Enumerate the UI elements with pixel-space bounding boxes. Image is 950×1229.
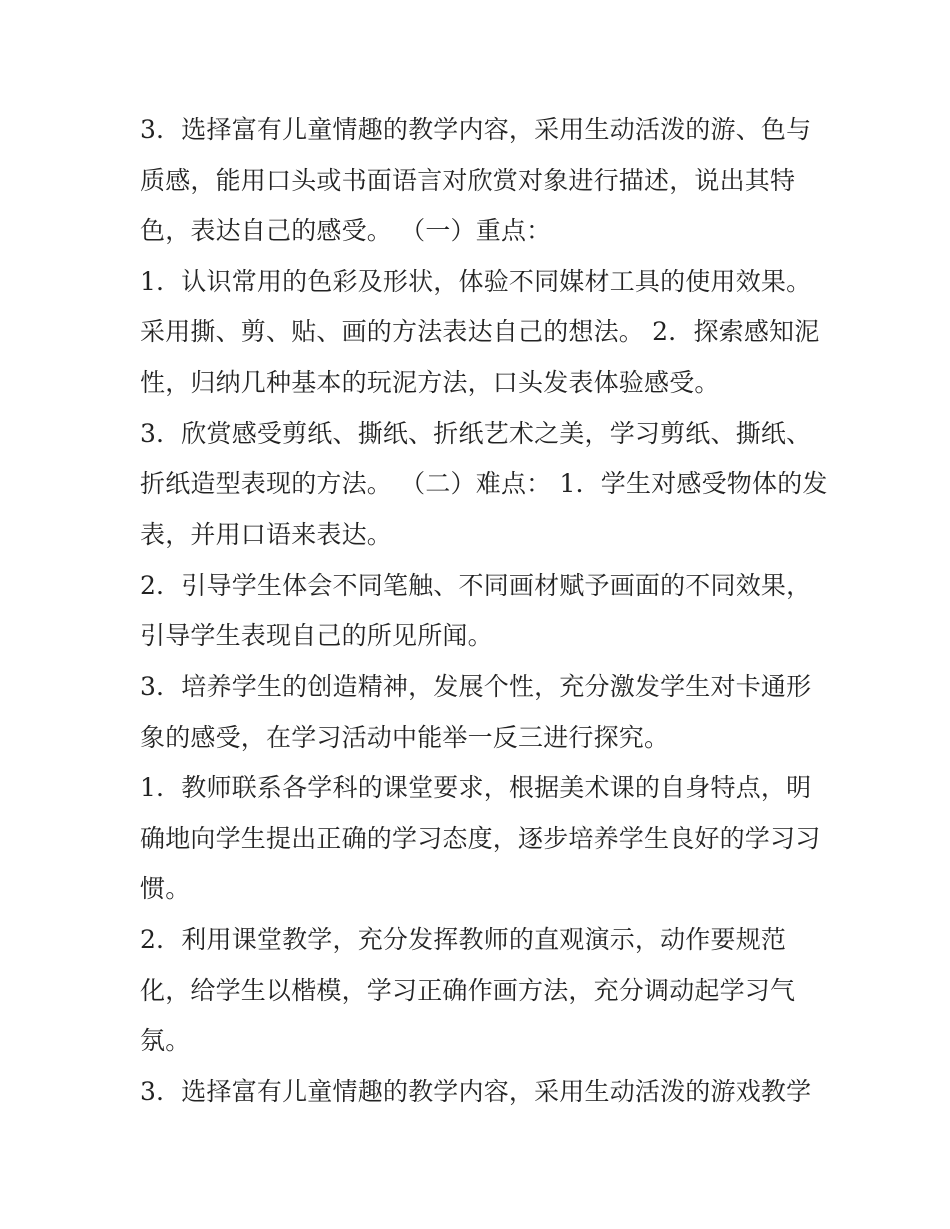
text-line: 性，归纳几种基本的玩泥方法，口头发表体验感受。 [140,368,720,397]
text-line: 1．认识常用的色彩及形状，体验不同媒材工具的使用效果。 [140,267,812,296]
text-line: 1．教师联系各学科的课堂要求，根据美术课的自身特点，明 [140,773,812,802]
text-line: 3．培养学生的创造精神，发展个性，充分激发学生对卡通形 [140,672,812,701]
text-line: 3．选择富有儿童情趣的教学内容，采用生动活泼的游、色与 [140,115,812,144]
text-line: 折纸造型表现的方法。 （二）难点： 1．学生对感受物体的发 [140,469,828,498]
text-line: 采用撕、剪、贴、画的方法表达自己的想法。 2．探索感知泥 [140,317,820,346]
text-line: 确地向学生提出正确的学习态度，逐步培养学生良好的学习习 [140,824,821,853]
text-line: 2．利用课堂教学，充分发挥教师的直观演示，动作要规范 [140,925,787,954]
text-line: 氛。 [140,1026,191,1055]
text-line: 惯。 [140,874,191,903]
text-line: 3．选择富有儿童情趣的教学内容，采用生动活泼的游戏教学 [140,1077,812,1106]
text-line: 化，给学生以楷模，学习正确作画方法，充分调动起学习气 [140,976,796,1005]
text-line: 质感，能用口头或书面语言对欣赏对象进行描述，说出其特 [140,166,796,195]
text-line: 2．引导学生体会不同笔触、不同画材赋予画面的不同效果， [140,571,812,600]
text-line: 引导学生表现自己的所见所闻。 [140,621,493,650]
text-line: 表，并用口语来表达。 [140,520,393,549]
text-line: 3．欣赏感受剪纸、撕纸、折纸艺术之美，学习剪纸、撕纸、 [140,419,812,448]
text-line: 色，表达自己的感受。 （一）重点： [140,216,552,245]
text-line: 象的感受，在学习活动中能举一反三进行探究。 [140,723,670,752]
